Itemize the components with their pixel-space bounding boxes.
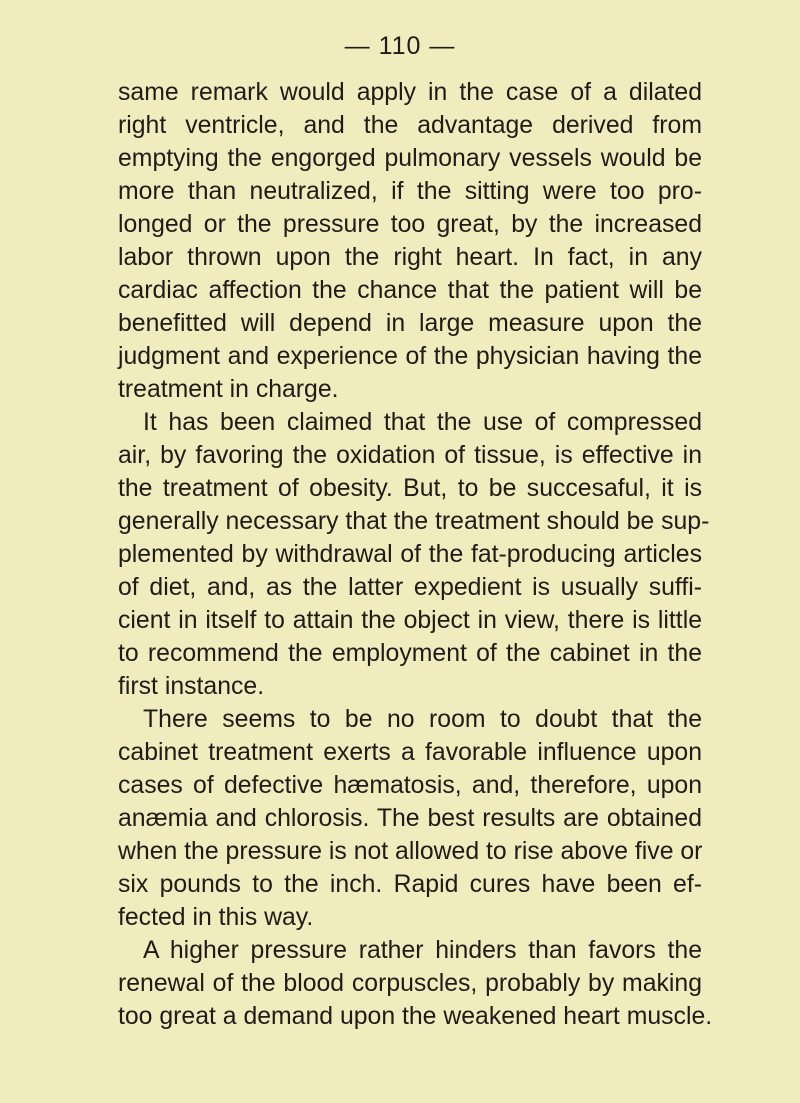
paragraph-first-line: A higher pressure rather hinders than favors the: [143, 937, 702, 964]
text-line: generally necessary that the treatment should be sup-: [118, 508, 710, 535]
text-line: cardiac affection the chance that the patient will be: [118, 277, 702, 304]
text-line: cases of defective hæmatosis, and, therefore, upon: [118, 772, 702, 799]
text-line: emptying the engorged pulmonary vessels would be: [118, 145, 702, 172]
text-line: longed or the pressure too great, by the increased: [118, 211, 702, 238]
text-line: to recommend the employment of the cabinet in the: [118, 640, 702, 667]
text-line: renewal of the blood corpuscles, probably by making: [118, 970, 702, 997]
text-line: fected in this way.: [118, 904, 314, 931]
text-line: plemented by withdrawal of the fat-producing articles: [118, 541, 702, 568]
text-line: treatment in charge.: [118, 376, 339, 403]
text-line: air, by favoring the oxidation of tissue, is effective in: [118, 442, 702, 469]
text-line: cabinet treatment exerts a favorable influence upon: [118, 739, 702, 766]
text-line: cient in itself to attain the object in view, there is little: [118, 607, 702, 634]
text-line: too great a demand upon the weakened heart muscle.: [118, 1003, 713, 1030]
paragraph-first-line: There seems to be no room to doubt that the: [143, 706, 702, 733]
text-line: judgment and experience of the physician having the: [118, 343, 702, 370]
text-line: benefitted will depend in large measure upon the: [118, 310, 702, 337]
text-line: the treatment of obesity. But, to be succesaful, it is: [118, 475, 702, 502]
text-line: right ventricle, and the advantage derived from: [118, 112, 702, 139]
text-line: labor thrown upon the right heart. In fact, in any: [118, 244, 702, 271]
text-line: six pounds to the inch. Rapid cures have been ef-: [118, 871, 702, 898]
text-line: same remark would apply in the case of a dilated: [118, 79, 702, 106]
text-line: more than neutralized, if the sitting were too pro-: [118, 178, 702, 205]
paragraph-first-line: It has been claimed that the use of compressed: [143, 409, 702, 436]
page-number-header: — 110 —: [344, 32, 456, 60]
text-line: of diet, and, as the latter expedient is usually suffi-: [118, 574, 702, 601]
text-line: anæmia and chlorosis. The best results are obtained: [118, 805, 702, 832]
text-line: when the pressure is not allowed to rise above five or: [118, 838, 703, 865]
text-line: first instance.: [118, 673, 265, 700]
